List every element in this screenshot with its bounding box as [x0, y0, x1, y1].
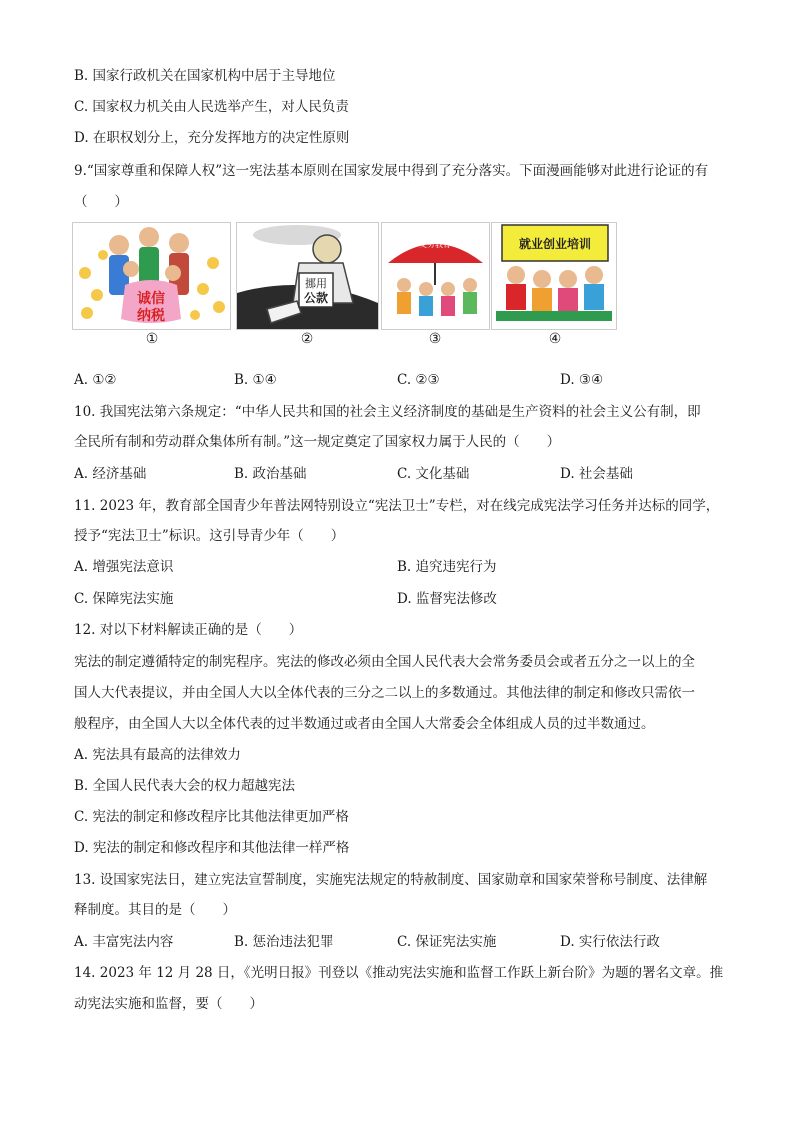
q8-option-c: C. 国家权力机关由人民选举产生，对人民负责 [74, 99, 349, 115]
cartoon-4-label: ④ [548, 331, 562, 347]
q9-stem-line1: 9.“国家尊重和保障人权”这一宪法基本原则在国家发展中得到了充分落实。下面漫画能够对此进行论证的有 [74, 163, 709, 179]
cartoon-1-image [72, 222, 231, 330]
q9-option-d[interactable]: D. ③④ [560, 372, 604, 388]
q12-option-a[interactable]: A. 宪法具有最高的法律效力 [74, 747, 241, 763]
cartoon-2-text-l1: 挪用 [305, 277, 327, 290]
q11-options-row1 [74, 558, 724, 576]
q13-option-b[interactable]: B. 惩治违法犯罪 [234, 934, 334, 950]
q10-option-b[interactable]: B. 政治基础 [234, 466, 307, 482]
q11-stem-line1: 11. 2023 年，教育部全国青少年普法网特别设立“宪法卫士”专栏，对在线完成宪法学习任务并达标的同学， [74, 498, 720, 514]
q12-material-line2: 国人大代表提议，并由全国人大以全体代表的三分之二以上的多数通过。其他法律的制定和修改只需依一 [74, 685, 695, 701]
cartoon-3-label: ③ [428, 331, 442, 347]
cartoon-4-board-text: 就业创业培训 [518, 237, 592, 251]
q9-options [74, 371, 724, 389]
q8-option-b: B. 国家行政机关在国家机构中居于主导地位 [74, 68, 336, 84]
q10-stem-line2: 全民所有制和劳动群众集体所有制。”这一规定奠定了国家权力属于人民的（ ） [74, 434, 561, 450]
q8-option-d: D. 在职权划分上，充分发挥地方的决定性原则 [74, 130, 350, 146]
q10-stem-line1: 10. 我国宪法第六条规定：“中华人民共和国的社会主义经济制度的基础是生产资料的社会主义公有制，即 [74, 404, 701, 420]
q10-option-a[interactable]: A. 经济基础 [74, 466, 147, 482]
q14-stem-line2: 动宪法实施和监督，要（ ） [74, 996, 263, 1012]
cartoon-2-image [236, 222, 379, 330]
q9-option-a[interactable]: A. ①② [74, 372, 117, 388]
q10-options [74, 465, 724, 483]
q12-material-line1: 宪法的制定遵循特定的制宪程序。宪法的修改必须由全国人民代表大会常务委员会或者五分之一以上的全 [74, 654, 695, 670]
q13-option-c[interactable]: C. 保证宪法实施 [397, 934, 497, 950]
q13-stem-line2: 释制度。其目的是（ ） [74, 902, 236, 918]
q12-option-c[interactable]: C. 宪法的制定和修改程序比其他法律更加严格 [74, 809, 349, 825]
cartoon-1-text-l2: 纳税 [137, 308, 165, 324]
q10-option-d[interactable]: D. 社会基础 [560, 466, 633, 482]
q12-option-b[interactable]: B. 全国人民代表大会的权力超越宪法 [74, 778, 296, 794]
q12-stem: 12. 对以下材料解读正确的是（ ） [74, 622, 303, 638]
cartoon-2-label: ② [300, 331, 314, 347]
cartoon-2-text-l2: 公款 [303, 291, 329, 305]
q11-option-d[interactable]: D. 监督宪法修改 [397, 591, 497, 607]
cartoon-3-umbrella-text: 义务教育 [419, 240, 451, 249]
cartoon-1-text-l1: 诚信 [137, 291, 165, 307]
q11-stem-line2: 授予“宪法卫士”标识。这引导青少年（ ） [74, 528, 345, 544]
q13-option-a[interactable]: A. 丰富宪法内容 [74, 934, 174, 950]
q11-options-row2 [74, 590, 724, 608]
q12-option-d[interactable]: D. 宪法的制定和修改程序和其他法律一样严格 [74, 840, 350, 856]
q9-stem-line2: （ ） [74, 194, 128, 210]
q13-option-d[interactable]: D. 实行依法行政 [560, 934, 660, 950]
cartoon-3-image [381, 222, 490, 330]
q9-option-c[interactable]: C. ②③ [397, 372, 440, 388]
q13-stem-line1: 13. 设国家宪法日，建立宪法宣誓制度，实施宪法规定的特赦制度、国家勋章和国家荣誉称号制度、法律解 [74, 872, 708, 888]
cartoon-1-label: ① [145, 331, 159, 347]
q10-option-c[interactable]: C. 文化基础 [397, 466, 470, 482]
q11-option-c[interactable]: C. 保障宪法实施 [74, 591, 174, 607]
cartoon-4-image [491, 222, 617, 330]
q11-option-a[interactable]: A. 增强宪法意识 [74, 559, 174, 575]
q11-option-b[interactable]: B. 追究违宪行为 [397, 559, 497, 575]
q13-options [74, 933, 724, 951]
q12-material-line3: 般程序，由全国人大以全体代表的过半数通过或者由全国人大常委会全体组成人员的过半数通过。 [74, 716, 655, 732]
q9-option-b[interactable]: B. ①④ [234, 372, 277, 388]
q14-stem-line1: 14. 2023 年 12 月 28 日，《光明日报》刊登以《推动宪法实施和监督工作跃上新台阶》为题的署名文章。推 [74, 965, 724, 981]
